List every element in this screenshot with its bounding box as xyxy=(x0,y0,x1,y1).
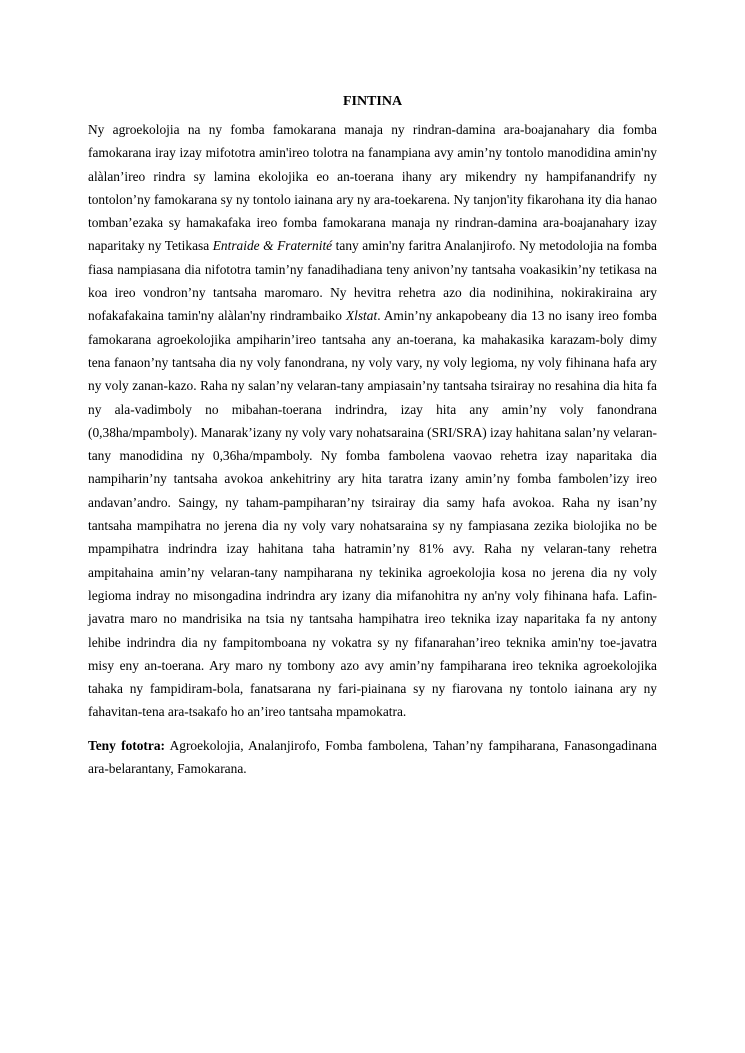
abstract-text-part2: tany amin'ny faritra Analanjirofo. Ny metodolojia na fomba fiasa nampiasana dia nifototra tamin’ny fanadihadiana teny anivon’ny tantsaha voakasikin’ny tetikasa na koa ireo vondron’ny tantsaha maromaro. Ny hevitra rehetra azo dia nodinihina, nokirakiraina ary nofakafakaina tamin'ny alàlan'ny rindrambaiko xyxy=(88,238,658,324)
abstract-paragraph xyxy=(88,118,657,724)
document-page xyxy=(88,92,657,780)
keywords-label: Teny fototra: xyxy=(88,737,165,753)
keywords-paragraph xyxy=(88,734,657,781)
abstract-text-part3: . Amin’ny ankapobeany dia 13 no isany ireo fomba famokarana agroekolojika ampiharin’ireo tantsaha any an-toerana, ka mahakasika karazam-boly dimy tena fanaon’ny tantsaha dia ny voly fanondrana, ny voly vary, ny voly legioma, ny voly fihinana hafa ary ny voly zanan-kazo. Raha ny salan’ny velaran-tany ampiasain’ny tantsaha tsirairay no resahina dia hita fa ny ala-vadimboly no mibahan-toerana indrindra, izay hita any amin’ny voly fanondrana (0,38ha/mpamboly). Manarak’izany ny voly vary nohatsaraina (SRI/SRA) izay hahitana salan’ny velaran-tany manodidina ny 0,36ha/mpamboly. Ny fomba fambolena vaovao rehetra izay naparitaka dia nampiharin’ny tantsaha avokoa ankehitriny ary hita taratra izany amin’ny fomba fambolen’izy ireo andavan’andro. Saingy, ny taham-pampiharan’ny tsirairay dia samy hafa avokoa. Raha ny isan’ny tantsaha mampihatra no jerena dia ny voly vary nohatsaraina sy ny fampiasana zezika biolojika no be mpampihatra indrindra izay hahitana taha hatramin’ny 81% avy. Raha ny velaran-tany rehetra ampitahaina amin’ny velaran-tany nampiharana ny tekinika agroekolojia kosa no jerena dia ny voly legioma indray no misongadina indrindra ary izany dia mifanohitra ny an'ny voly fihinana hafa. Lafin-javatra maro no mandrisika na tsia ny tantsaha hampihatra ireo teknika izay naparitaka fa ny antony lehibe indrindra dia ny fampitomboana ny vokatra sy ny fifanarahan’ireo teknika amin'ny toe-javatra misy eny an-toerana. Ary maro ny tombony azo avy amin’ny fampiharana ireo teknika agroekolojika tahaka ny fampidiram-bola, fanatsarana ny fari-piainana sy ny fiarovana ny tontolo iainana ary ny fahavitan-tena ara-tsakafo ho an’ireo tantsaha mpamokatra. xyxy=(88,308,657,720)
document-title: FINTINA xyxy=(342,94,403,109)
abstract-italic-software-name: Xlstat xyxy=(345,308,378,324)
abstract-italic-project-name: Entraide & Fraternité xyxy=(212,238,333,254)
keywords-text: Agroekolojia, Analanjirofo, Fomba fambolena, Tahan’ny fampiharana, Fanasongadinana ara-belarantany, Famokarana. xyxy=(88,737,657,777)
abstract-text-part1: Ny agroekolojia na ny fomba famokarana manaja ny rindran-damina ara-boajanahary dia fomba famokarana iray izay mifototra amin'ireo tolotra na fanampiana avy amin’ny tontolo manodidina amin'ny alàlan’ireo rindra sy lamina ekolojika eo an-toerana ihany ary mikendry ny hampifanandrify ny tontolon’ny famokarana sy ny tontolo iainana ary ny ara-toekarena. Ny tanjon'ity fikarohana ity dia hanao tomban’ezaka sy hamakafaka ireo fomba famokarana manaja ny rindran-damina ara-boajanahary izay naparitaky ny Tetikasa xyxy=(88,122,657,254)
